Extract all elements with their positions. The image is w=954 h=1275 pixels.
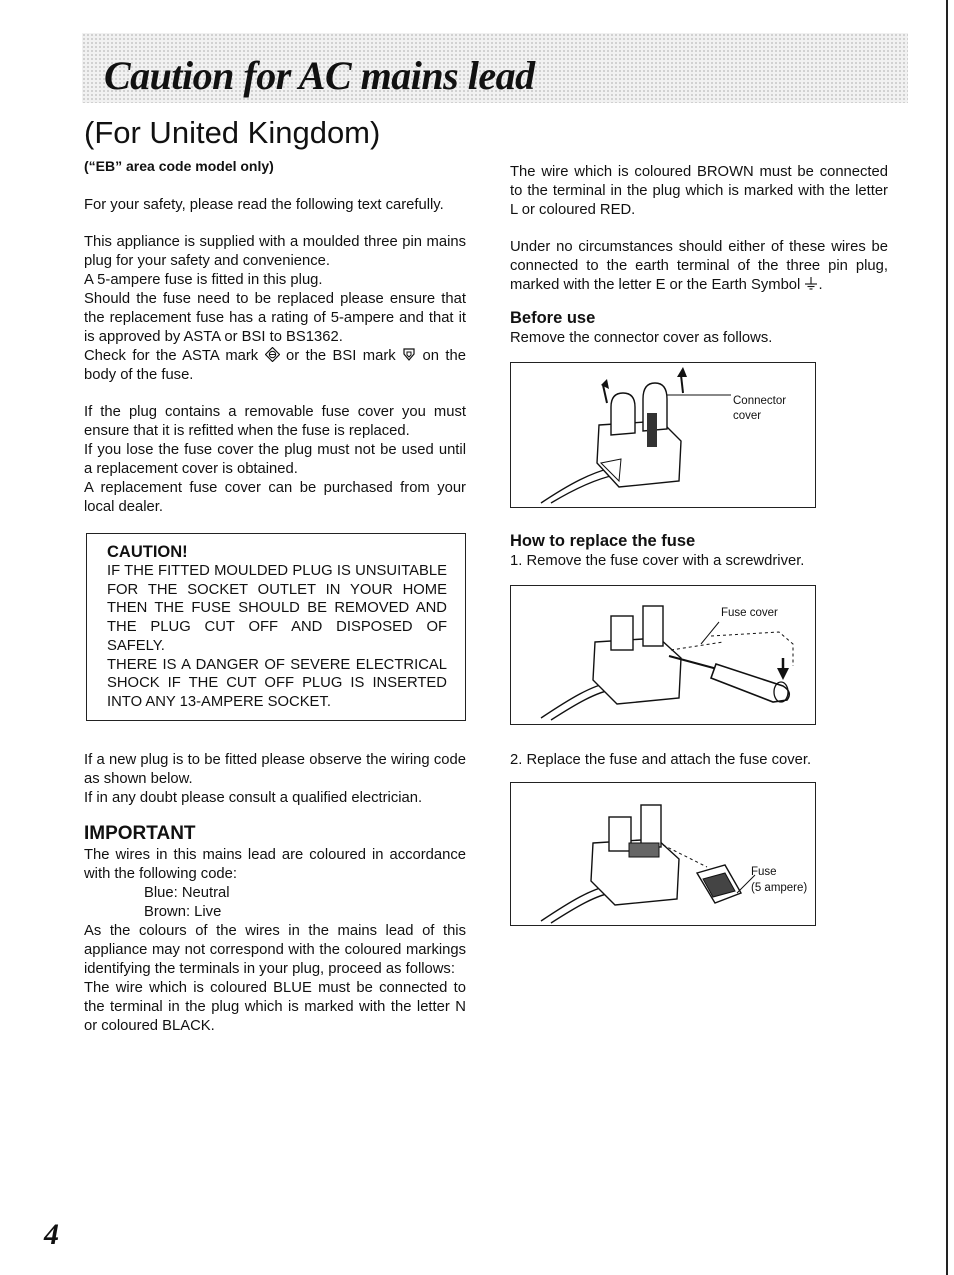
area-code-note: (“EB” area code model only) [84, 158, 274, 174]
wiring-paragraph-1: If a new plug is to be fitted please observe the wiring code as shown below. [84, 751, 466, 787]
right-column [510, 163, 888, 926]
fuse-body-text: on the body of the fuse. [84, 348, 466, 383]
fuse-label: Fuse [751, 866, 777, 878]
earth-symbol-icon [804, 276, 818, 291]
asta-text: Check for the ASTA mark [84, 348, 259, 364]
wiring-paragraph-2: If in any doubt please consult a qualified electrician. [84, 789, 423, 806]
caution-box [86, 533, 466, 721]
replace-fuse-figure [510, 782, 816, 926]
caution-heading: CAUTION! [107, 543, 188, 561]
asta-mark-icon [265, 347, 280, 362]
fuse-paragraph-2: A 5-ampere fuse is fitted in this plug. [84, 272, 323, 288]
fuse-cover-paragraph-2: If you lose the fuse cover the plug must not be used until a replacement cover is obtained. [84, 442, 466, 477]
wire-colour-paragraph: As the colours of the wires in the mains lead of this appliance may not correspond with the coloured markings identifying the terminals in your plug, proceed as follows: [84, 922, 466, 977]
important-heading: IMPORTANT [84, 822, 196, 844]
earth-warning-text: Under no circumstances should either of these wires be connected to the earth terminal of the three pin plug, marked with the letter E or the Earth Symbol [510, 239, 888, 293]
fuse-paragraph-4 [84, 347, 466, 385]
plug-connector-cover-illustration [511, 363, 815, 507]
before-use-heading: Before use [510, 309, 596, 327]
fuse-paragraph-3: Should the fuse need to be replaced please ensure that the replacement fuse has a rating of 5-ampere and that it is approved by ASTA or BSI to BS1362. [84, 291, 466, 345]
wire-code-brown: Brown: Live [144, 903, 222, 920]
fuse-replacement-illustration [511, 783, 815, 925]
fuse-cover-label: Fuse cover [721, 607, 778, 619]
caution-text-1: IF THE FITTED MOULDED PLUG IS UNSUITABLE FOR THE SOCKET OUTLET IN YOUR HOME THEN THE FUSE SHOULD BE REMOVED AND THE PLUG CUT OFF AND DISPOSED OF SAFELY. [107, 563, 447, 654]
left-column [84, 157, 466, 1036]
page-number: 4 [44, 1218, 59, 1251]
brown-wire-paragraph: The wire which is coloured BROWN must be connected to the terminal in the plug which is marked with the letter L or coloured RED. [510, 164, 888, 218]
before-use-text: Remove the connector cover as follows. [510, 330, 773, 346]
connector-cover-figure [510, 362, 816, 508]
safety-intro: For your safety, please read the following text carefully. [84, 197, 444, 213]
page-subtitle: (For United Kingdom) [84, 115, 381, 150]
remove-fuse-cover-figure [510, 585, 816, 725]
fuse-cover-paragraph-3: A replacement fuse cover can be purchased from your local dealer. [84, 480, 466, 515]
fuse-rating-label: (5 ampere) [751, 882, 808, 894]
replace-fuse-heading: How to replace the fuse [510, 532, 696, 550]
earth-warning-end: . [818, 277, 823, 293]
wire-code-blue: Blue: Neutral [144, 884, 230, 901]
connector-cover-label-2: cover [733, 410, 762, 422]
replace-step-1: 1. Remove the fuse cover with a screwdriver. [510, 553, 805, 569]
bsi-text: or the BSI mark [286, 348, 396, 364]
blue-wire-paragraph: The wire which is coloured BLUE must be connected to the terminal in the plug which is marked with the letter N or coloured BLACK. [84, 979, 466, 1034]
replace-step-2: 2. Replace the fuse and attach the fuse cover. [510, 752, 812, 768]
caution-text-2: THERE IS A DANGER OF SEVERE ELECTRICAL SHOCK IF THE CUT OFF PLUG IS INSERTED INTO ANY 13-AMPERE SOCKET. [107, 656, 447, 710]
page-edge-line [946, 0, 948, 1275]
page-title: Caution for AC mains lead [104, 53, 535, 98]
fuse-cover-paragraph-1: If the plug contains a removable fuse cover you must ensure that it is refitted when the fuse is replaced. [84, 404, 466, 439]
earth-warning-paragraph [510, 238, 888, 295]
connector-cover-label-1: Connector [733, 395, 787, 407]
fuse-paragraph-1: This appliance is supplied with a moulded three pin mains plug for your safety and convenience. [84, 234, 466, 269]
wire-code-intro: The wires in this mains lead are coloured in accordance with the following code: [84, 846, 466, 882]
bsi-kitemark-icon [402, 347, 416, 362]
